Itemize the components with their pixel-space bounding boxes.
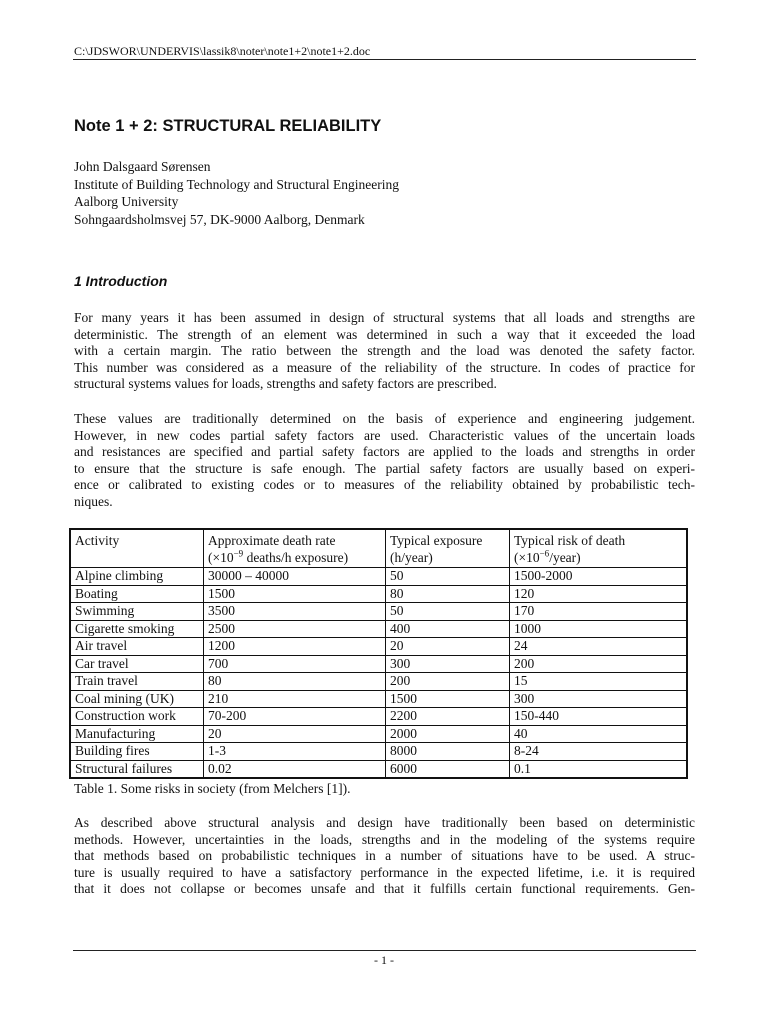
section-heading: 1 Introduction bbox=[74, 273, 168, 289]
paragraph-line: ence or calibrated to existing codes or to measures of the reliability obtained by probabilistic tech- bbox=[74, 477, 695, 493]
header-rule bbox=[73, 59, 696, 60]
table-header-row bbox=[70, 529, 687, 568]
table-row: Alpine climbing 30000 – 40000 50 1500-2000 bbox=[70, 568, 687, 586]
paragraph-line: and resistances are specified and partial safety factors are applied to the loads and strengths in order bbox=[74, 444, 695, 460]
paragraph-line: that it does not collapse or becomes unsafe and that it fulfills certain functional requirements. Gen- bbox=[74, 881, 695, 897]
paragraph-line: with a certain margin. The ratio between the strength and the load was denoted the safety factor. bbox=[74, 343, 695, 359]
page-number: - 1 - bbox=[374, 953, 394, 967]
paragraph-line: deterministic. The strength of an element was determined in such a way that it exceeded the load bbox=[74, 326, 695, 342]
risk-table bbox=[69, 528, 688, 779]
table-row: Train travel 80 200 15 bbox=[70, 673, 687, 691]
footer-rule bbox=[73, 950, 696, 951]
table-row: Manufacturing 20 2000 40 bbox=[70, 725, 687, 743]
table-row: Swimming 3500 50 170 bbox=[70, 603, 687, 621]
table-row: Construction work 70-200 2200 150-440 bbox=[70, 708, 687, 726]
table-row: Coal mining (UK) 210 1500 300 bbox=[70, 690, 687, 708]
author-address: Sohngaardsholmsvej 57, DK-9000 Aalborg, Denmark bbox=[74, 211, 365, 227]
author-block bbox=[74, 158, 399, 228]
header-death-rate: Approximate death rate ($\times 10^{-9}$ deaths/h exposure) bbox=[204, 529, 386, 568]
paragraph-line: methods. However, uncertainties in the loads, strengths and in the modeling of the systems require bbox=[74, 831, 695, 847]
author-name: John Dalsgaard Sørensen bbox=[74, 159, 211, 174]
header-risk: Typical risk of death $(\times 10^{-6}/year)$ bbox=[510, 529, 688, 568]
table-row: Boating 1500 80 120 bbox=[70, 585, 687, 603]
paragraph-line: ture is usually required to have a satisfactory performance in the expected lifetime, i.e. it is required bbox=[74, 864, 695, 880]
paragraph-line: As described above structural analysis and design have traditionally been based on deterministic bbox=[74, 815, 695, 830]
table-row: Structural failures 0.02 6000 0.1 bbox=[70, 760, 687, 778]
header-activity: Activity bbox=[70, 529, 204, 568]
paragraph-line: niques. bbox=[74, 493, 113, 509]
paragraph-3 bbox=[74, 815, 695, 898]
paragraph-line: that methods based on probabilistic techniques in a number of situations have to be used. A struc- bbox=[74, 848, 695, 864]
paragraph-line: This number was considered as a measure of the reliability of the structure. In codes of practice for bbox=[74, 359, 695, 375]
paragraph-2 bbox=[74, 411, 695, 511]
paragraph-line: These values are traditionally determined on the basis of experience and engineering judgement. bbox=[74, 411, 695, 426]
author-institute: Institute of Building Technology and Structural Engineering bbox=[74, 176, 399, 192]
paragraph-line: structural systems values for loads, strengths and safety factors are prescribed. bbox=[74, 376, 497, 392]
table-caption: Table 1. Some risks in society (from Melchers [1]). bbox=[74, 781, 351, 796]
file-path-header: C:\JDSWOR\UNDERVIS\lassik8\noter\note1+2\note1+2.doc bbox=[74, 44, 371, 58]
paragraph-line: However, in new codes partial safety factors are used. Characteristic values of the uncertain loads bbox=[74, 427, 695, 443]
table-row: Car travel 700 300 200 bbox=[70, 655, 687, 673]
paragraph-1 bbox=[74, 310, 695, 393]
header-exposure: Typical exposure (h/year) bbox=[386, 529, 510, 568]
author-university: Aalborg University bbox=[74, 194, 179, 209]
table-row: Cigarette smoking 2500 400 1000 bbox=[70, 620, 687, 638]
paragraph-line: For many years it has been assumed in design of structural systems that all loads and strengths are bbox=[74, 310, 695, 325]
paragraph-line: to ensure that the structure is safe enough. The partial safety factors are usually based on experi- bbox=[74, 460, 695, 476]
document-title: Note 1 + 2: STRUCTURAL RELIABILITY bbox=[74, 117, 382, 135]
table-row: Air travel 1200 20 24 bbox=[70, 638, 687, 656]
table-row: Building fires 1-3 8000 8-24 bbox=[70, 743, 687, 761]
